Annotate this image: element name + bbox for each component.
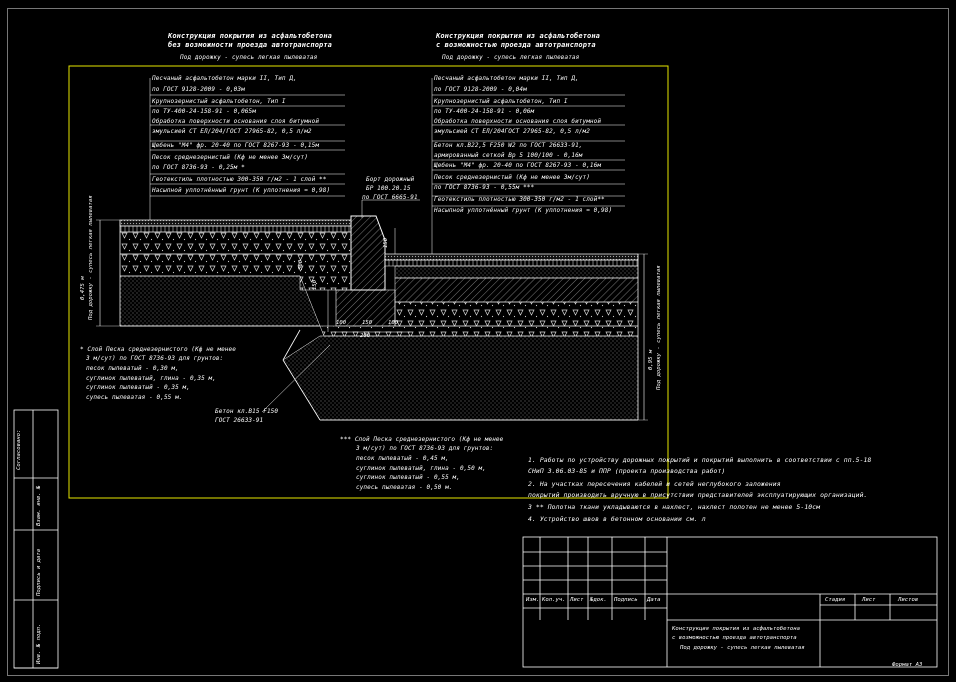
- general-note-2: 2. На участках пересечения кабелей и сетей неглубокого заложения: [528, 480, 781, 488]
- note-triple-5: суглинок пылеватый - 0,55 м,: [356, 474, 460, 481]
- right-layer-4b: армированный сеткой Вр 5 100/100 - 0,16м: [434, 152, 583, 159]
- note-triple-3: песок пылеватый - 0,45 м,: [356, 455, 449, 462]
- dim-d2: 150: [312, 279, 318, 290]
- right-layer-2a: Крупнозернистый асфальтобетон, Тип I: [434, 98, 568, 105]
- left-vertical-soil-label: Под дорожку - супесь легкая пылеватая: [88, 195, 94, 320]
- general-note-3: 3 ** Полотна ткани укладываются в нахлест, нахлест полотен не менее 5-10см: [528, 503, 821, 511]
- right-layer-6b: по ГОСТ 8736-93 - 0,55м ***: [434, 184, 535, 191]
- left-layer-6: Геотекстиль плотностью 300-350 г/м2 - 1 слой **: [152, 176, 327, 183]
- note-star-4: суглинок пылеватый, глина - 0,35 м,: [86, 375, 216, 382]
- dim-d4: 150: [362, 320, 373, 326]
- right-title-line1: Конструкция покрытия из асфальтобетона: [436, 32, 600, 40]
- tb-header-ndok: №док.: [590, 597, 607, 603]
- dim-d1: 300: [298, 259, 304, 270]
- note-star-2: 3 м/сут) по ГОСТ 8736-93 для грунтов:: [86, 355, 224, 362]
- right-layer-7: Геотекстиль плотностью 300-350 г/м2 - 1 слой**: [434, 196, 605, 203]
- note-triple-4: суглинок пылеватый, глина - 0,50 м,: [356, 465, 486, 472]
- tb-stage: Стадия: [825, 597, 846, 603]
- general-note-4: 4. Устройство швов в бетонном основании см. л: [528, 515, 706, 523]
- left-layer-5a: Песок среднезернистый (Кф не менее 3м/сут): [152, 154, 308, 161]
- concrete-label-1: Бетон кл.В15 F150: [215, 408, 279, 415]
- dim-d5: 100: [388, 320, 399, 326]
- left-layer-5b: по ГОСТ 8736-93 - 0,25м *: [152, 164, 245, 171]
- dim-d3: 100: [336, 320, 347, 326]
- left-depth-dim: 0,475 м: [80, 276, 86, 300]
- curb-height-dim: 150: [383, 237, 389, 248]
- left-title-line2: без возможности проезда автотранспорта: [168, 41, 332, 49]
- note-star-5: суглинок пылеватый - 0,35 м,: [86, 384, 190, 391]
- note-triple-1: *** Слой Песка среднезернистого (Кф не менее: [340, 436, 504, 443]
- tb-caption-1: Конструкция покрытия из асфальтобетона: [672, 626, 800, 632]
- format-label: Формат А3: [892, 662, 923, 668]
- note-triple-6: супесь пылеватая - 0,50 м.: [356, 484, 453, 491]
- left-layer-1a: Песчаный асфальтобетон марки II, Тип Д,: [152, 75, 297, 82]
- left-layer-2a: Крупнозернистый асфальтобетон, Тип I: [152, 98, 286, 105]
- tb-sheet: Лист: [862, 597, 876, 603]
- right-depth-dim: 0,95 м: [648, 349, 654, 370]
- general-note-2b: покрытий производить вручную в присутствии представителей эксплуатирующих организаций.: [528, 491, 868, 499]
- right-layer-1a: Песчаный асфальтобетон марки II, Тип Д,: [434, 75, 579, 82]
- left-layer-4: Щебень "М4" фр. 20-40 по ГОСТ 8267-93 - 0,15м: [152, 142, 320, 149]
- right-layer-5: Щебень "М4" фр. 20-40 по ГОСТ 8267-93 - 0,16м: [434, 162, 602, 169]
- left-layer-2b: по ТУ-400-24-158-91 - 0,065м: [152, 108, 256, 115]
- right-layer-3b: эмульсией СТ ЕЛ/204ГОСТ 27965-82, 0,5 л/м2: [434, 128, 590, 135]
- tb-caption-3: Под дорожку - супесь легкая пылеватая: [680, 645, 805, 651]
- note-star-6: супесь пылеватая - 0,55 м.: [86, 394, 183, 401]
- right-layer-1b: по ГОСТ 9128-2009 - 0,04м: [434, 86, 527, 93]
- right-layer-8: Насыпной уплотнённый грунт (К уплотнения = 0,98): [434, 207, 613, 214]
- dim-d6: 200: [360, 333, 371, 339]
- right-subtitle: Под дорожку - супесь легкая пылеватая: [442, 54, 580, 61]
- left-layer-3a: Обработка поверхности основания слоя битумной: [152, 118, 320, 125]
- curb-label-1: Борт дорожный: [366, 176, 415, 183]
- tb-caption-2: с возможностью проезда автотранспорта: [672, 635, 797, 641]
- sidebar-inv-podl: Инв. № подл.: [36, 623, 42, 664]
- note-triple-2: 3 м/сут) по ГОСТ 8736-93 для грунтов:: [356, 445, 494, 452]
- left-layer-7: Насыпной уплотнённый грунт (К уплотнения = 0,98): [152, 187, 331, 194]
- sidebar-approved: Согласовано:: [16, 429, 22, 470]
- left-layer-1b: по ГОСТ 9128-2009 - 0,03м: [152, 86, 245, 93]
- general-note-1: 1. Работы по устройству дорожных покрытий и покрытий выполнить в соответствии с пп.5-18: [528, 456, 872, 464]
- left-layer-3b: эмульсией СТ ЕЛ/204/ГОСТ 27965-82, 0,5 л/м2: [152, 128, 312, 135]
- note-star-3: песок пылеватый - 0,30 м,: [86, 365, 179, 372]
- left-subtitle: Под дорожку - супесь легкая пылеватая: [180, 54, 318, 61]
- right-layer-4a: Бетон кл.В22,5 F250 W2 по ГОСТ 26633-91,: [434, 142, 583, 149]
- right-layer-2b: по ТУ-400-24-158-91 - 0,06м: [434, 108, 535, 115]
- right-vertical-soil-label: Под дорожку - супесь легкая пылеватая: [656, 265, 662, 390]
- tb-header-data: Дата: [647, 597, 661, 603]
- left-title-line1: Конструкция покрытия из асфальтобетона: [168, 32, 332, 40]
- tb-header-koluch: Кол.уч.: [542, 597, 566, 603]
- right-layer-3a: Обработка поверхности основания слоя битумной: [434, 118, 602, 125]
- tb-header-izm: Изм.: [526, 597, 540, 603]
- tb-sheets: Листов: [898, 597, 919, 603]
- curb-label-3: по ГОСТ 6665-91: [362, 194, 418, 201]
- sidebar-sign-date: Подпись и дата: [36, 548, 42, 596]
- tb-header-list: Лист: [570, 597, 584, 603]
- sidebar-inv-orig: Взам. инв. №: [36, 485, 42, 526]
- right-layer-6a: Песок среднезернистый (Кф не менее 3м/сут): [434, 174, 590, 181]
- note-star-1: * Слой Песка среднезернистого (Кф не менее: [80, 346, 236, 353]
- right-title-line2: с возможностью проезда автотранспорта: [436, 41, 596, 49]
- tb-header-podpis: Подпись: [614, 597, 638, 603]
- general-note-1b: СНиП 3.06.03-85 и ППР (проекта производства работ): [528, 467, 726, 475]
- concrete-label-2: ГОСТ 26633-91: [215, 417, 264, 424]
- curb-label-2: БР 100.20.15: [366, 185, 411, 192]
